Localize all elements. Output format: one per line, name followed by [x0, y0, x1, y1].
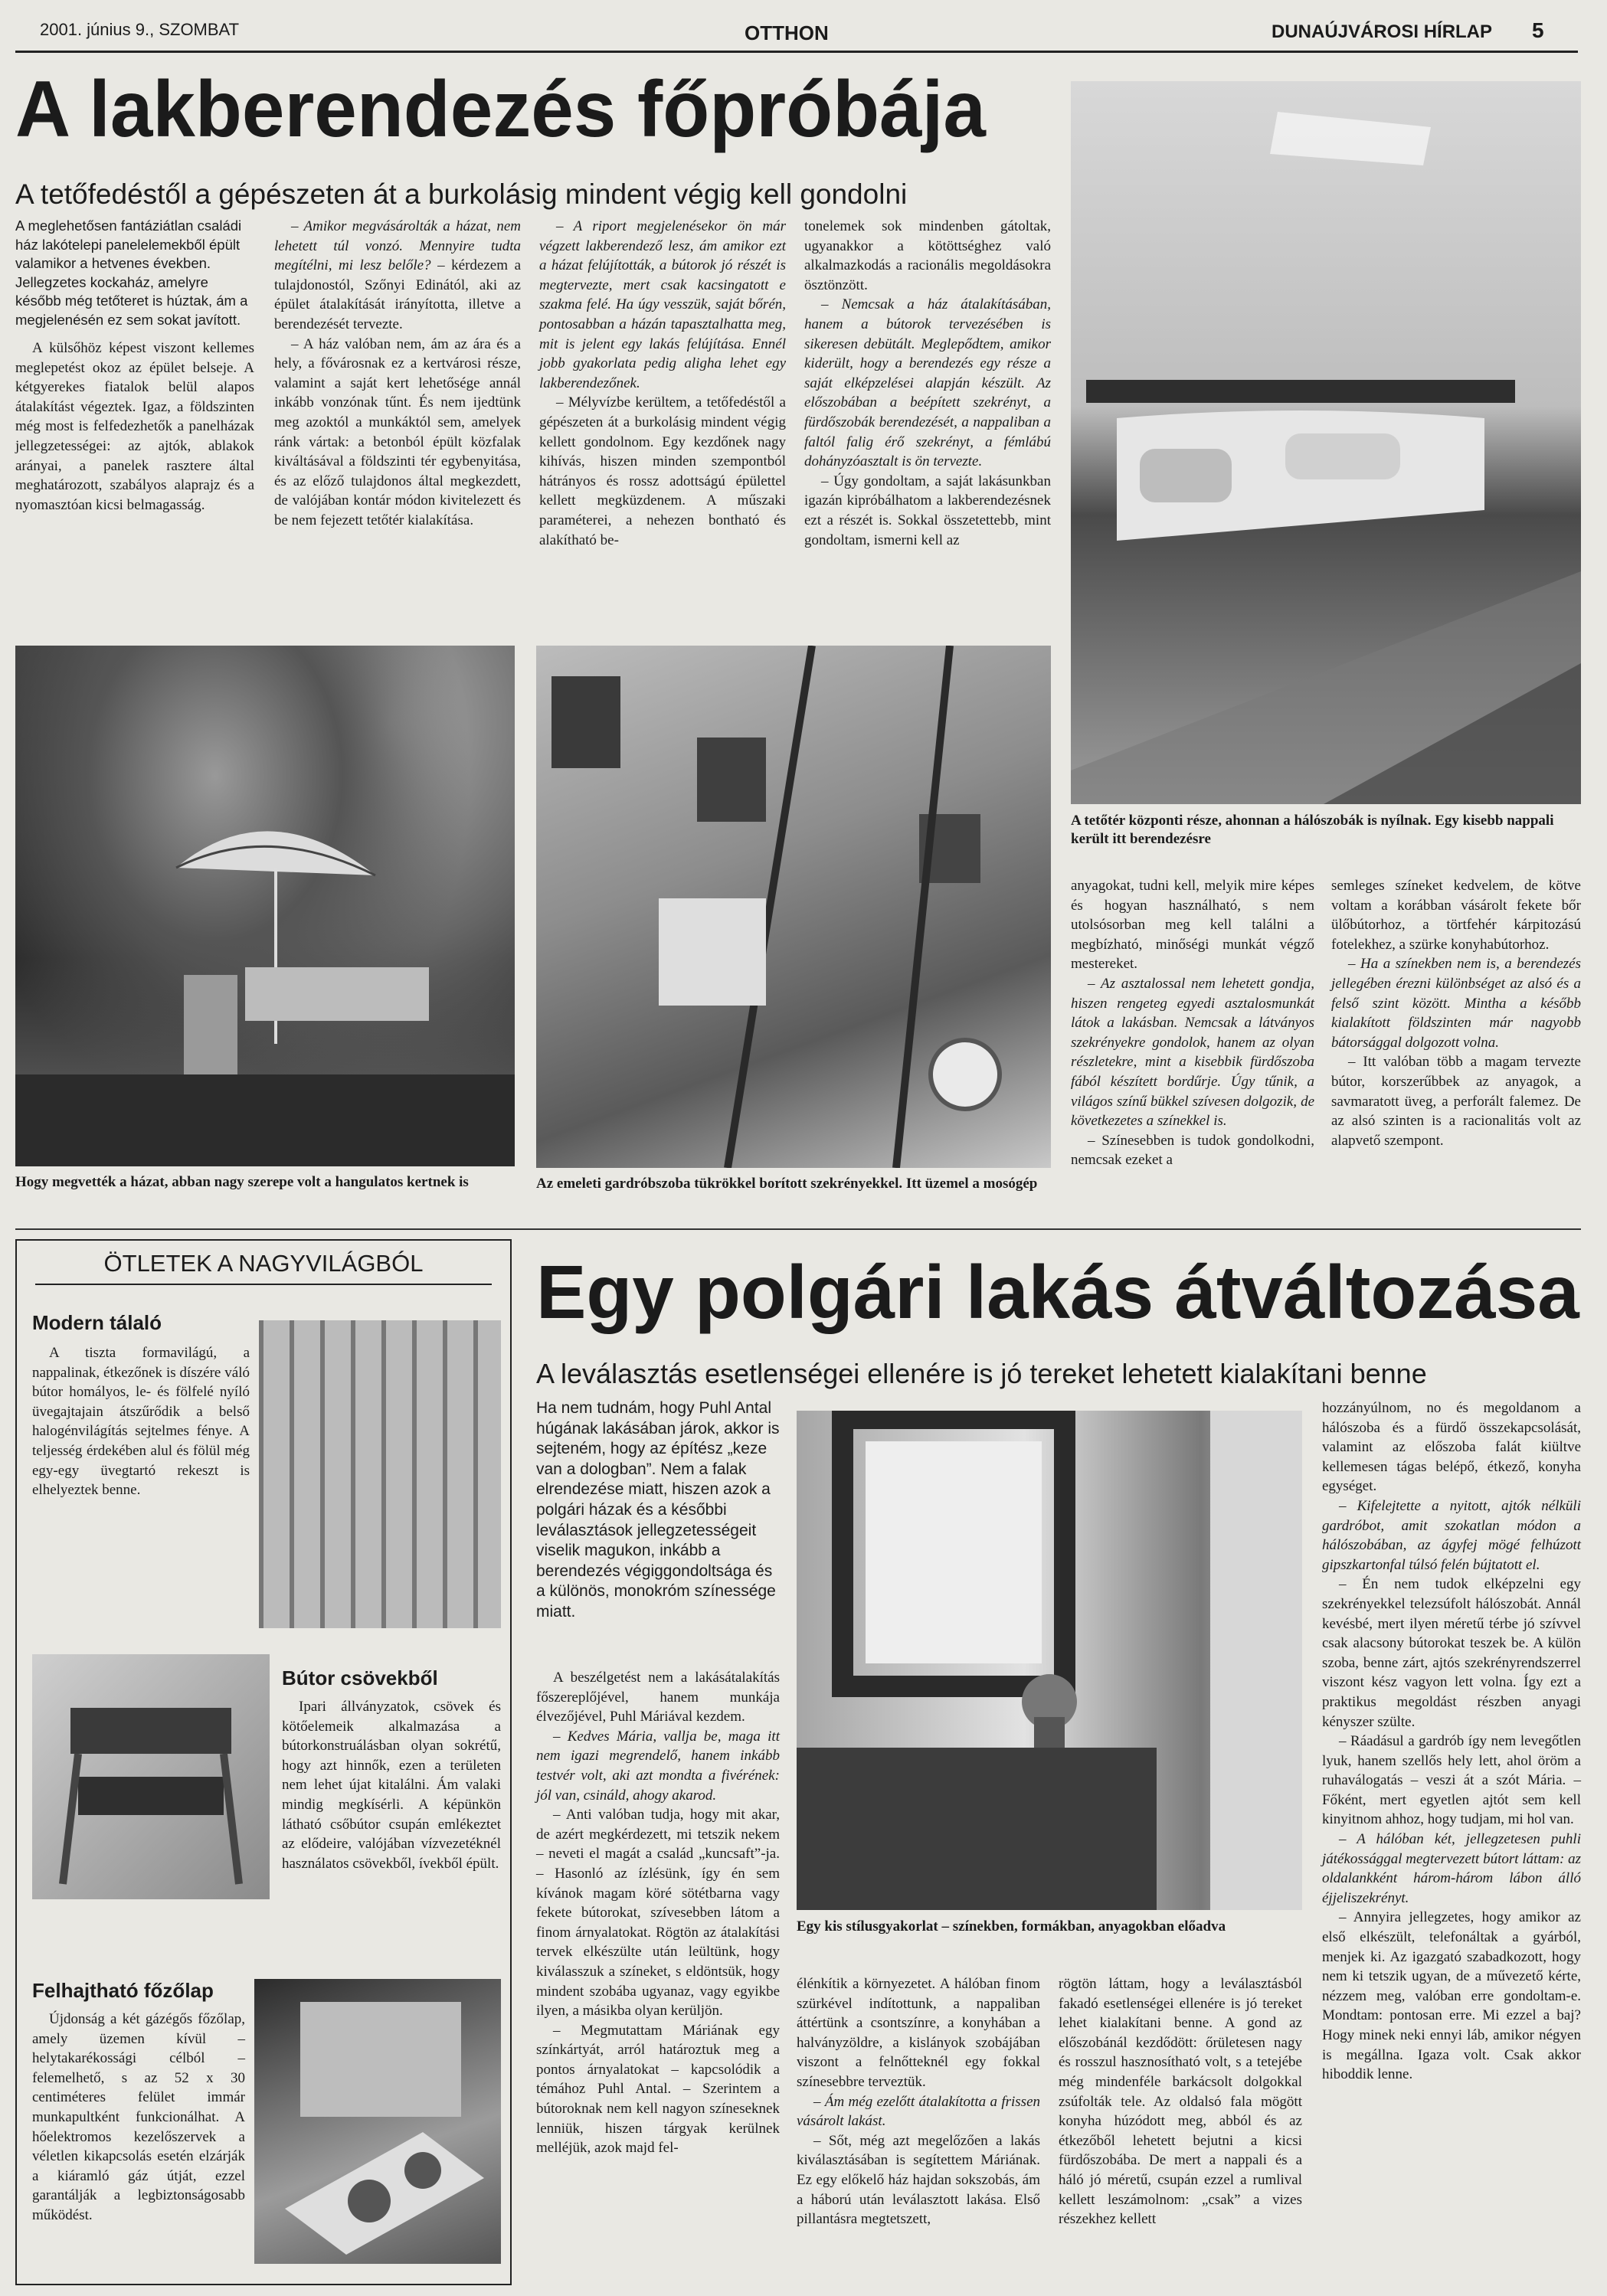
paragraph: – Az asztalossal nem lehetett gondja, hiszen rengeteg egyedi asztalosmunkát látok a lakásban. Nemcsak a látványos szekrényekre gondolok, hanem az olyan részletekre, mint a kisebbik fürdőszoba fából készített bordűrje. Úgy tűnik, a világos színű bükkel szívesen dolgozik, de következetes a színekkel is.	[1071, 975, 1314, 1130]
article2-column-4	[1322, 1398, 1581, 2085]
photo-sketch	[15, 646, 515, 1166]
sideboard-photo	[259, 1320, 501, 1628]
paragraph: – Színesebben is tudok gondolkodni, nemcsak ezeket a	[1071, 1132, 1314, 1169]
hallway-photo-caption: Egy kis stílusgyakorlat – színekben, formákban, anyagokban előadva	[797, 1918, 1226, 1935]
photo-sketch	[797, 1411, 1302, 1910]
sidebar-item-1-title: Modern tálaló	[32, 1311, 162, 1334]
garden-photo	[15, 646, 515, 1166]
article1-subtitle: A tetőfedéstől a gépészeten át a burkolásig mindent végig kell gondolni	[15, 178, 908, 210]
photo-sketch	[254, 1979, 501, 2264]
paragraph: – Én nem tudok elképzelni egy szekrényekkel telezsúfolt hálószobát. Annál kevésbé, mert ilyen méretű térbe jó szívvel csak alacsony bútorokat teszek be. A külön szoba, benne zárt, ajtós szekrényrendszerrel viszont kész vagyon lett volna. Így ezt a praktikus megoldást részben anyagi kényszer szülte.	[1322, 1576, 1581, 1730]
sidebar-title-rule	[35, 1284, 492, 1285]
paragraph: – Úgy gondoltam, a saját lakásunkban igazán kipróbálhatom a lakberendezésnek ezt a részét is. Sokkal összetettebb, mint gondoltam, ismerni kell az	[804, 473, 1051, 548]
article1-column-2	[274, 217, 521, 531]
paragraph: – A hálóban két, jellegzetesen puhli játékossággal megtervezett bútort láttam: az oldalankként három-három lábon álló éjjeliszekrényt.	[1322, 1831, 1581, 1906]
paragraph: – Ám még ezelőtt átalakította a frissen vásárolt lakást.	[797, 2093, 1040, 2130]
sidebar-title: ÖTLETEK A NAGYVILÁGBÓL	[103, 1250, 424, 1277]
article2-subtitle: A leválasztás esetlenségei ellenére is jó tereket lehetett kialakítani benne	[536, 1358, 1427, 1389]
issue-date: 2001. június 9., SZOMBAT	[40, 20, 240, 39]
paragraph: – Mélyvízbe kerültem, a tetőfedéstől a gépészeten át a burkolásig mindent végig kellett gondolnom. Egy kezdőnek nagy kihívás, hiszen minden szempontból hátrányos és rossz adottságú épülettel kellett megküzdenem. A műszaki paraméterei, a nehezen bontható és alakítható be-	[539, 394, 786, 548]
paragraph: – Annyira jellegzetes, hogy amikor az első elkészült, telefonáltak a gyárból, menjek ki. Az igazgató szabadkozott, hogy nem ki tetszik ugyan, de a művezető kérte, nézzem meg, valóban erre gondoltam-e. Mondtam: pontosan erre. Mi ezzel a baj? Hogy minek neki ennyi láb, amikor négyen is megállna. Igaza volt. Csak akkor hiboddik lenne.	[1322, 1909, 1581, 2083]
paragraph: A tiszta formavilágú, a nappalinak, étkezőnek is díszére váló bútor homályos, le- és fölfelé nyíló üvegajtajain átszűrődik a belső halogénvilágítás sejtelmes fénye. A teljesség érdekében alul és fölül még egy-egy üvegtartó rekeszt is elhelyeztek benne.	[32, 1345, 250, 1499]
paragraph: hozzányúlnom, no és megoldanom a hálószoba és a fürdő összekapcsolását, valamint az előszoba falát kiültve kellemesen tágas belépő, étkező, konyha egységet.	[1322, 1400, 1581, 1495]
paragraph	[274, 217, 521, 335]
page-number: 5	[1532, 18, 1544, 42]
paragraph: – A riport megjelenésekor ön már végzett lakberendező lesz, ám amikor ezt a házat felújították, a bútorok jó részét is megtervezte, mert csak kacsingatott e szakma felé. Ha úgy vesszük, saját bőrén, pontosabban a házán tapasztalhatta meg, mit is jelent egy lakás felújítása. Ennél jobb gyakorlata pedig aligha lehet egy lakberendezőnek.	[539, 218, 786, 391]
paragraph: Újdonság a két gázégős főzőlap, amely üzemen kívül – helytakarékossági célból – felemelhető, s az 52 x 30 centiméteres felület immár munkapultként funkcionálhat. A hőelektromos kezelőszervek a véletlen kikapcsolás esetén elzárják a kiáramló gáz útját, ezzel garantálják a legbiztonságosabb működést.	[32, 2011, 245, 2223]
paragraph: élénkítik a környezetet. A hálóban finom szürkével indítottunk, a nappaliban áttértünk a csontszínre, a konyhában a halványzöldre, a kislányok szobájában viszont a felnőtteknél egy fokkal színesebbre terveztük.	[797, 1976, 1040, 2090]
question-text: – Amikor megvásárolták a házat, nem lehetett túl vonzó. Mennyire tudta megítélni, mi lesz belőle? –	[274, 218, 521, 274]
photo-sketch	[536, 646, 1051, 1168]
paragraph: – Kedves Mária, vallja be, maga itt nem igazi megrendelő, hanem inkább testvér volt, aki azt mondta a fivérének: jól van, csináld, ahogy akarod.	[536, 1728, 780, 1804]
newspaper-name: DUNAÚJVÁROSI HÍRLAP	[1272, 21, 1493, 42]
header-rule	[15, 51, 1578, 53]
paragraph: Ipari állványzatok, csövek és kötőelemeik alkalmazása a bútorkonstruálásban olyan sokrétű, hogy azt hinnők, ezen a területen nem lehet újat kitalálni. Ám valaki mindig megkísérli. A képünkön látható csőbútor csupán emlékeztet az elődeire, valójában vízvezetéknél használatos csövekből, ívekből épült.	[282, 1699, 501, 1872]
article2-column-1	[536, 1668, 780, 2158]
paragraph-cont: kérdezem a tulajdonostól, Szőnyi Edinától, aki az épület átalakítását irányította, illetve a berendezését tervezte.	[274, 257, 521, 332]
sidebar-item-2-title: Bútor csövekből	[282, 1666, 438, 1689]
paragraph: – Sőt, még azt megelőzően a lakás kiválasztásában is segítettem Máriának. Ez egy előkelő ház hajdan sokszobás, ám a háború után leválasztott lakása. Első pillantásra megtetszett,	[797, 2132, 1040, 2228]
paragraph: – Ráadásul a gardrób így nem levegőtlen lyuk, hanem szellős hely lett, ahol öröm a ruhaválogatás – veszi át a szót Mária. – Főként, mert egyetlen ajtót sem kell kinyitnom ahhoz, hogy tudjam, mi hol van.	[1322, 1733, 1581, 1828]
wardrobe-photo-caption: Az emeleti gardróbszoba tükrökkel borított szekrényekkel. Itt üzemel a mosógép	[536, 1176, 1038, 1192]
attic-living-room-photo	[1071, 81, 1581, 804]
hallway-photo	[797, 1411, 1302, 1910]
paragraph: – Megmutattam Máriának egy színkártyát, arról határoztuk meg a pontos árnyalatokat – kapcsolódik a témához Puhl Antal. – Szerintem a bútoroknak nem kell nagyon színeseknek lenniük, hiszen tárgyak kerülnek melléjük, azok majd fel-	[536, 2022, 780, 2157]
section-name: OTTHON	[745, 21, 829, 44]
article2-column-2	[797, 1974, 1040, 2229]
ideas-sidebar	[15, 1239, 512, 2285]
article2-column-3	[1059, 1974, 1302, 2229]
article1-column-5	[1071, 876, 1314, 1170]
photo-sketch	[32, 1654, 270, 1899]
article1-column-3	[539, 217, 786, 550]
article2-title: Egy polgári lakás átváltozása	[536, 1250, 1579, 1334]
paragraph: – Nemcsak a ház átalakításában, hanem a bútorok tervezésében is sikeresen debütált. Meglepődtem, amikor kiderült, hogy a berendezés egy része a saját elképzelései alapján készült. Az előszobában a beépített szekrényt, a fürdőszobák berendezését, a nappaliban a faltól falig érő szekrényt, a fémlábú dohányzóasztalt is ön tervezte.	[804, 296, 1051, 470]
section-divider	[15, 1228, 1581, 1230]
article1-column-6	[1331, 876, 1581, 1150]
paragraph: – Anti valóban tudja, hogy mit akar, de azért megkérdezett, mi tetszik nekem – neveti el magát a család „kuncsaft”-ja. – Hasonló az ízlésünk, így én sem kívánok magam köré sötétbarna vagy fekete bútorokat, szívesebben látom a finom árnyalatokat. Rögtön az átalakítási tervek elkészülte után leültünk, hogy kiválasszuk a színeket, s eldöntsük, hogy mindent szobába ugyanaz, vagy egyikbe ilyen, a másikba olyan kerüljön.	[536, 1807, 780, 2020]
pipe-chair-photo	[32, 1654, 270, 1899]
article1-column-1	[15, 217, 254, 515]
article2-lead: Ha nem tudnám, hogy Puhl Antal húgának lakásában járok, akkor is sejteném, hogy az építész „keze van a dologban”. Nem a falak elrendezése miatt, hiszen azok a polgári házak és a későbbi leválasztások jellegzetességeit viselik magukon, inkább a berendezés végiggondoltsága és a különös, monokróm színessége miatt.	[536, 1399, 780, 1621]
sidebar-item-3-title: Felhajtható főzőlap	[32, 1979, 214, 2002]
paragraph: – A ház valóban nem, ám az ára és a hely, a fővárosnak ez a kertvárosi része, valamint a saját kert lehetősége annál inkább vonzónak tűnt. És nem ijedtünk meg azoktól a munkáktól sem, amelyek ránk vártak: a betonból épült közfalak kiváltásával a földszinti tér egybenyitása, és az előző tulajdonos által megkezdett, de valójában kontár módon kivitelezett és be nem fejezett tetőtér kialakítása.	[274, 335, 521, 528]
paragraph: – Itt valóban több a magam tervezte bútor, korszerűbbek az anyagok, a savmaratott üveg, a perforált falemez. De az alsó szinten is a racionalitás volt az alapvető szempont.	[1331, 1054, 1581, 1149]
paragraph: – Kifelejtette a nyitott, ajtók nélküli gardróbot, amit szokatlan módon a hálószobában, az ágyfej mögé felhúzott gipszkartonfal túlsó felén bújtatott el.	[1322, 1497, 1581, 1573]
article1-lead: A meglehetősen fantáziátlan családi ház lakótelepi panelelemekből épült valamikor a hetvenes években. Jellegzetes kockaház, amelyre később még tetőteret is húztak, ám a megjelenésén ez sem sokat javított.	[15, 217, 248, 328]
paragraph: – Ha a színekben nem is, a berendezés jellegében érezni különbséget az alsó és a felső szint között. Mintha a később kialakított földszinten már nagyobb bátorsággal dolgozott volna.	[1331, 956, 1581, 1051]
sidebar-item-3-text	[32, 2010, 245, 2226]
article1-column-4	[804, 217, 1051, 550]
article1-title: A lakberendezés főpróbája	[15, 65, 986, 154]
photo-sketch	[1071, 81, 1581, 804]
folding-hob-photo	[254, 1979, 501, 2264]
paragraph: rögtön láttam, hogy a leválasztásból fakadó esetlenségei ellenére is jó tereket lehet kialakítani benne. A gond az előszobánál kezdődött: őrületesen nagy és rosszul hasznosítható volt, s a tetejébe még mindenféle barkácsolt dolgokkal zsúfolták tele. Az oldalsó fala mögött konyha húzódott meg, abból és az étkezőből lehetett bejutni a kicsi fürdőszobába. De mert a nappali és a háló jó méretű, csupán ezzel a rumlival kellett leszámolnom: „csak” a vizes részekhez kellett	[1059, 1976, 1302, 2228]
sidebar-item-2-text	[282, 1697, 501, 1873]
paragraph: A beszélgetést nem a lakásátalakítás főszereplőjével, hanem munkája élvezőjével, Puhl Máriával kezdem.	[536, 1670, 780, 1725]
garden-photo-caption: Hogy megvették a házat, abban nagy szerepe volt a hangulatos kertnek is	[15, 1174, 469, 1190]
paragraph: semleges színeket kedvelem, de kötve voltam a korábban vásárolt fekete bőr ülőbútorhoz, a törtfehér kárpitozású fotelekhez, a szürke konyhabútorhoz.	[1331, 878, 1581, 953]
sidebar-item-1-text	[32, 1343, 250, 1500]
wardrobe-photo	[536, 646, 1051, 1168]
paragraph: tonelemek sok mindenben gátoltak, ugyanakkor a kötöttséghez való alkalmazkodás a racionális megoldásokra ösztönzött.	[804, 218, 1051, 293]
attic-photo-caption: A tetőtér központi része, ahonnan a hálószobák is nyílnak. Egy kisebb nappali került itt berendezésre	[1071, 813, 1554, 847]
paragraph: anyagokat, tudni kell, melyik mire képes és hogyan használható, s nem utolsósorban meg kell találni a megbízható, minőségi munkát végző mestereket.	[1071, 878, 1314, 973]
paragraph: A külsőhöz képest viszont kellemes meglepetést okoz az épület belseje. A kétgyerekes fiatalok belül alapos átalakítást végeztek. Igaz, a földszinten még most is felfedezhetők a panelházak jellegzetességei: az ajtók, ablakok arányai, a panelek rasztere által meghatározott, szabályos alaprajz és a nyomasztóan kicsi belmagasság.	[15, 340, 254, 513]
